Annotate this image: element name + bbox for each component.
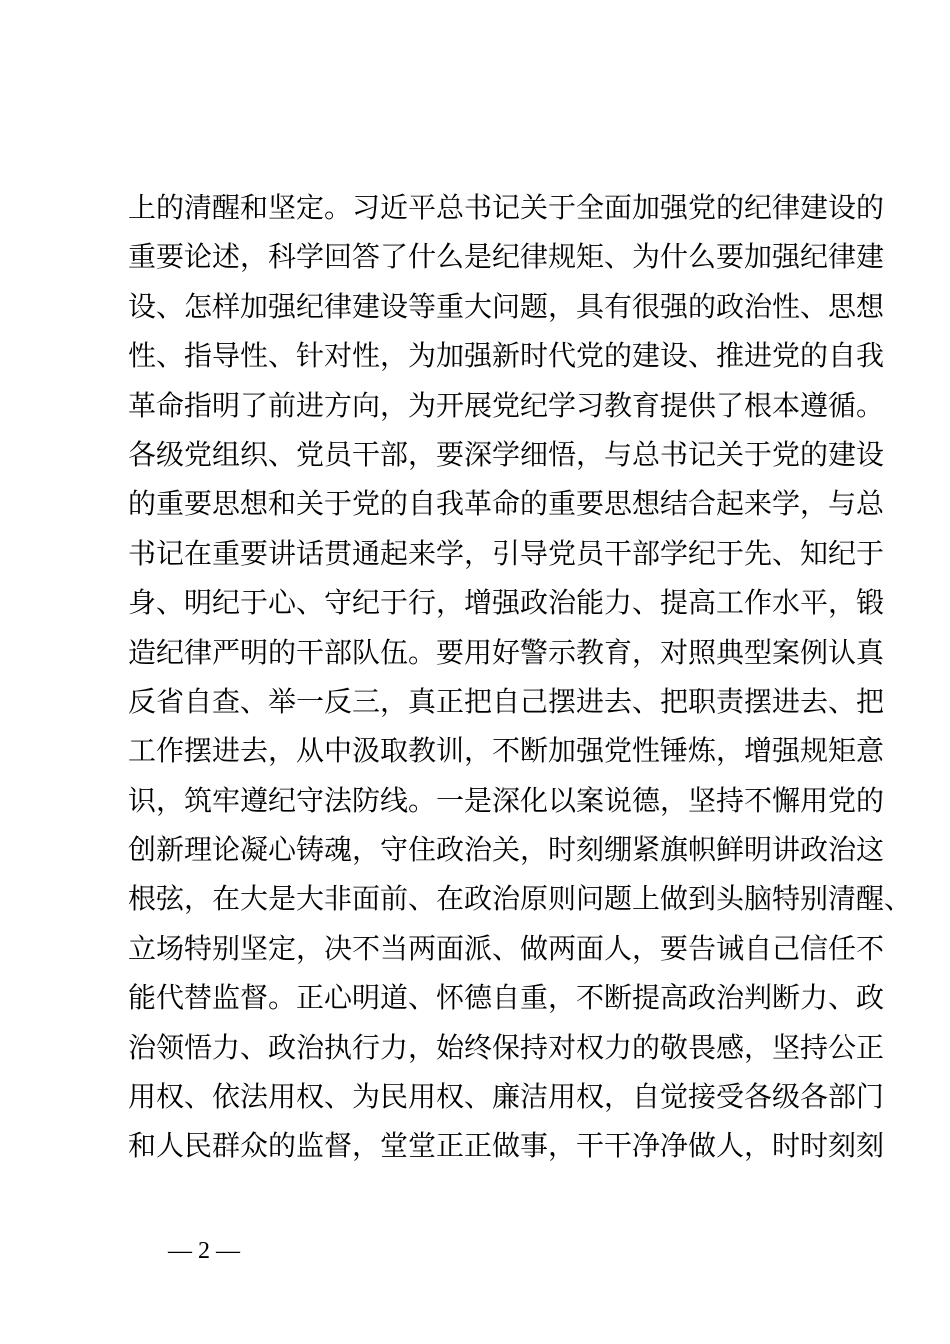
text-line: 重要论述，科学回答了什么是纪律规矩、为什么要加强纪律建 xyxy=(128,240,885,274)
text-line: 创新理论凝心铸魂，守住政治关，时刻绷紧旗帜鲜明讲政治这 xyxy=(128,833,885,867)
text-line: 用权、依法用权、为民用权、廉洁用权，自觉接受各级各部门 xyxy=(128,1080,885,1114)
text-line: 工作摆进去，从中汲取教训，不断加强党性锤炼，增强规矩意 xyxy=(128,734,885,768)
text-line: 设、怎样加强纪律建设等重大问题，具有很强的政治性、思想 xyxy=(128,289,885,323)
text-line: 书记在重要讲话贯通起来学，引导党员干部学纪于先、知纪于 xyxy=(128,536,885,570)
text-line: 性、指导性、针对性，为加强新时代党的建设、推进党的自我 xyxy=(128,339,885,373)
text-line: 上的清醒和坚定。习近平总书记关于全面加强党的纪律建设的 xyxy=(128,191,885,224)
text-line: 识，筑牢遵纪守法防线。一是深化以案说德，坚持不懈用党的 xyxy=(128,783,885,817)
page-number: — 2 — xyxy=(168,1238,240,1264)
text-line: 反省自查、举一反三，真正把自己摆进去、把职责摆进去、把 xyxy=(128,684,885,718)
text-line: 根弦，在大是大非面前、在政治原则问题上做到头脑特别清醒、 xyxy=(128,882,913,916)
text-line: 能代替监督。正心明道、怀德自重，不断提高政治判断力、政 xyxy=(128,981,885,1015)
text-line: 立场特别坚定，决不当两面派、做两面人，要告诫自己信任不 xyxy=(128,931,885,965)
text-line: 治领悟力、政治执行力，始终保持对权力的敬畏感，坚持公正 xyxy=(128,1030,885,1064)
text-line: 革命指明了前进方向，为开展党纪学习教育提供了根本遵循。 xyxy=(128,388,885,422)
text-line: 造纪律严明的干部队伍。要用好警示教育，对照典型案例认真 xyxy=(128,635,885,669)
text-line: 身、明纪于心、守纪于行，增强政治能力、提高工作水平，锻 xyxy=(128,586,885,620)
text-line: 各级党组织、党员干部，要深学细悟，与总书记关于党的建设 xyxy=(128,437,885,471)
body-text xyxy=(128,183,913,1171)
text-line: 的重要思想和关于党的自我革命的重要思想结合起来学，与总 xyxy=(128,487,885,521)
text-line: 和人民群众的监督，堂堂正正做事，干干净净做人，时时刻刻 xyxy=(128,1129,885,1163)
